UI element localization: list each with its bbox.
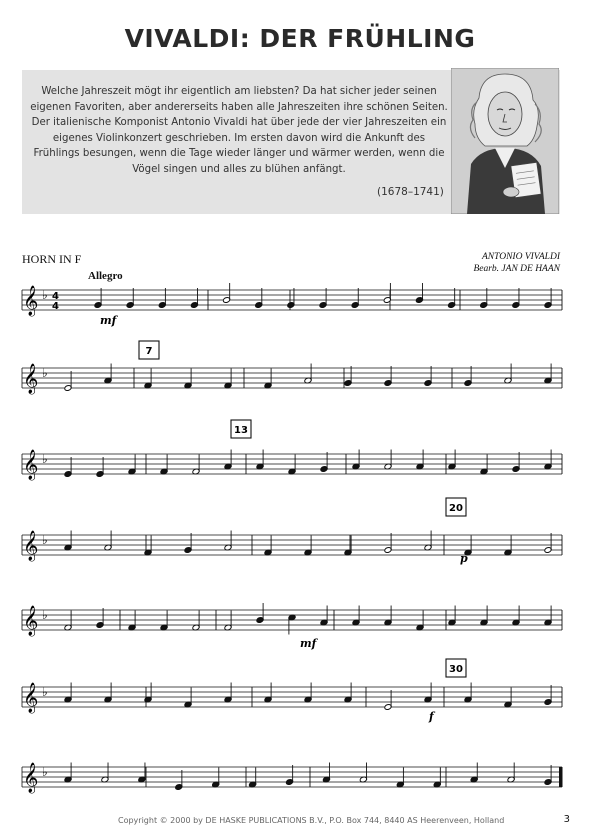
composer-credit: ANTONIO VIVALDI	[481, 252, 560, 262]
key-signature-flat-icon: ♭	[42, 452, 48, 466]
svg-text:13: 13	[234, 425, 248, 436]
key-signature-flat-icon: ♭	[42, 288, 48, 302]
staff-system	[22, 682, 562, 714]
staff-system	[22, 449, 562, 481]
rehearsal-mark	[231, 420, 251, 438]
intro-text: Welche Jahreszeit mögt ihr eigentlich am liebsten? Da hat sicher jeder seinen eigenen Favoriten, aber andererseits haben alle Jahreszeiten ihre schönen Seiten. Der italienische Komponist Antonio Vivaldi hat über jede der vier Jahreszeiten ein eigenes Violinkonzert geschrieben. Im ersten davon wird die Ankunft des Frühlings besungen, wenn die Tage wieder länger und wärmer werden, wenn die Vögel singen und alles zu blühen anfängt.	[30, 86, 448, 175]
treble-clef-icon: 𝄞	[23, 606, 39, 636]
staff-system	[22, 603, 562, 637]
rehearsal-mark	[139, 341, 159, 359]
page-title: VIVALDI: DER FRÜHLING	[124, 24, 476, 53]
instrument-label: HORN IN F	[22, 252, 82, 266]
svg-text:7: 7	[145, 346, 153, 357]
staff-system	[22, 530, 562, 562]
key-signature-flat-icon: ♭	[42, 685, 48, 699]
final-barline	[559, 767, 562, 787]
staff-system	[22, 363, 562, 395]
treble-clef-icon: 𝄞	[23, 286, 39, 316]
treble-clef-icon: 𝄞	[23, 364, 39, 394]
page-number: 3	[563, 814, 570, 825]
key-signature-flat-icon: ♭	[42, 765, 48, 779]
key-signature-flat-icon: ♭	[42, 533, 48, 547]
arranger-credit: Bearb. JAN DE HAAN	[473, 264, 560, 274]
dynamic-marking: mf	[100, 314, 117, 327]
treble-clef-icon: 𝄞	[23, 450, 39, 480]
dynamic-marking: mf	[300, 637, 317, 650]
dynamic-marking: f	[429, 710, 434, 723]
composer-dates: (1678–1741)	[377, 186, 444, 198]
tempo-marking: Allegro	[88, 270, 123, 282]
dynamic-marking: p	[460, 552, 468, 565]
key-signature-flat-icon: ♭	[42, 366, 48, 380]
svg-text:30: 30	[449, 664, 463, 675]
rehearsal-mark	[446, 498, 466, 516]
treble-clef-icon: 𝄞	[23, 683, 39, 713]
treble-clef-icon: 𝄞	[23, 763, 39, 793]
time-signature-bottom: 4	[52, 301, 59, 312]
rehearsal-mark	[446, 659, 466, 677]
copyright-notice: Copyright © 2000 by DE HASKE PUBLICATIONS B.V., P.O. Box 744, 8440 AS Heerenveen, Holland	[118, 816, 505, 825]
staff-system	[22, 283, 562, 317]
staff-system	[22, 762, 562, 794]
treble-clef-icon: 𝄞	[23, 531, 39, 561]
key-signature-flat-icon: ♭	[42, 608, 48, 622]
svg-text:20: 20	[449, 503, 463, 514]
time-signature-top: 4	[52, 291, 59, 302]
